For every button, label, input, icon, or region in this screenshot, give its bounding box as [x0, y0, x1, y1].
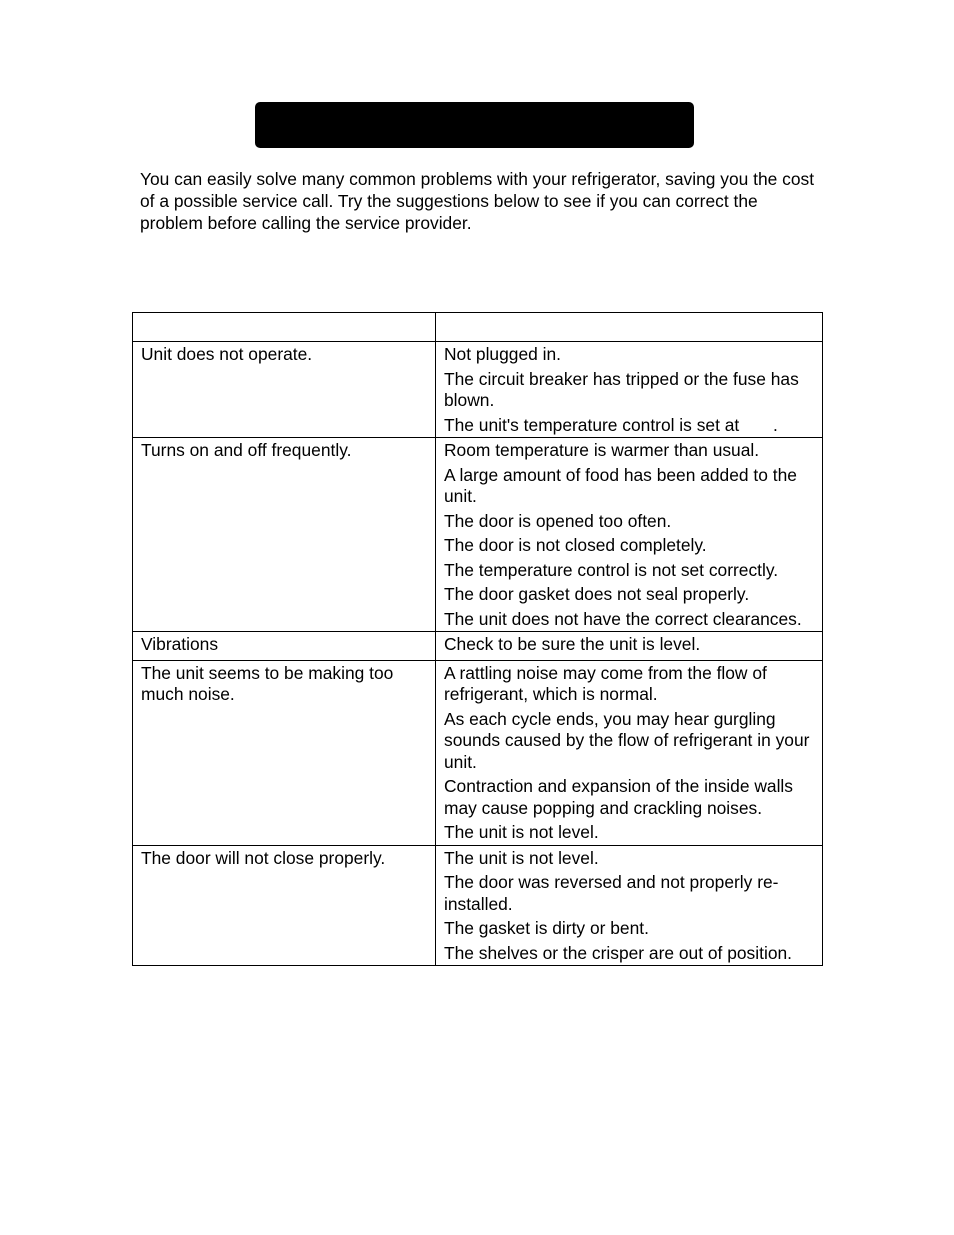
table-row — [133, 438, 823, 632]
table-row — [133, 632, 823, 661]
cause-item: The door is not closed completely. — [444, 535, 707, 555]
causes-cell — [436, 342, 823, 438]
cause-item: The unit is not level. — [444, 847, 599, 868]
cause-item: The circuit breaker has tripped or the fuse has blown. — [444, 368, 804, 410]
table-row — [133, 342, 823, 438]
cause-item: Check to be sure the unit is level. — [444, 634, 701, 654]
cause-item: The shelves or the crisper are out of position. — [444, 942, 792, 963]
cause-item: The unit's temperature control is set at . — [444, 414, 778, 435]
causes-list — [436, 342, 822, 437]
cause-item: The door was reversed and not properly re-installed. — [444, 872, 779, 914]
problem-text: Vibrations — [141, 634, 219, 654]
problem-cell — [133, 438, 436, 632]
cause-item: The unit does not have the correct clearances. — [444, 608, 802, 629]
causes-cell — [436, 438, 823, 632]
problem-cell — [133, 845, 436, 966]
causes-list — [436, 846, 822, 966]
causes-cell — [436, 845, 823, 966]
problem-cell — [133, 660, 436, 845]
cause-item: The door gasket does not seal properly. — [444, 584, 750, 604]
causes-list — [436, 632, 822, 657]
cause-item: The unit is not level. — [444, 822, 599, 842]
problem-text: Unit does not operate. — [141, 344, 313, 364]
cause-item: A rattling noise may come from the flow of refrigerant, which is normal. — [444, 662, 772, 704]
table-row — [133, 660, 823, 845]
cause-item: The temperature control is not set correctly. — [444, 559, 779, 580]
table-header-row — [133, 313, 823, 342]
causes-cell — [436, 660, 823, 845]
problem-text: Turns on and off frequently. — [141, 440, 352, 460]
cause-item: As each cycle ends, you may hear gurgling sounds caused by the flow of refrigerant in your unit. — [444, 708, 815, 772]
problem-cell — [133, 342, 436, 438]
header-cause-cell — [436, 313, 823, 342]
table-row — [133, 845, 823, 966]
problem-text: The door will not close properly. — [141, 847, 386, 868]
cause-item: Room temperature is warmer than usual. — [444, 440, 760, 460]
intro-paragraph: You can easily solve many common problems with your refrigerator, saving you the cost of a possible service call. Try the suggestions below to see if you can correct the problem before calling the service provider. — [140, 169, 815, 233]
cause-item: Contraction and expansion of the inside walls may cause popping and crackling noises. — [444, 776, 798, 818]
causes-list — [436, 661, 822, 845]
cause-item: The gasket is dirty or bent. — [444, 918, 649, 938]
problem-cell — [133, 632, 436, 661]
causes-cell — [436, 632, 823, 661]
causes-list — [436, 438, 822, 631]
cause-item: The door is opened too often. — [444, 510, 672, 531]
problem-text: The unit seems to be making too much noise. — [141, 662, 394, 704]
troubleshooting-table — [132, 312, 823, 966]
header-problem-cell — [133, 313, 436, 342]
cause-item: Not plugged in. — [444, 344, 561, 364]
section-title-bar — [255, 102, 694, 148]
cause-item: A large amount of food has been added to the unit. — [444, 464, 802, 506]
